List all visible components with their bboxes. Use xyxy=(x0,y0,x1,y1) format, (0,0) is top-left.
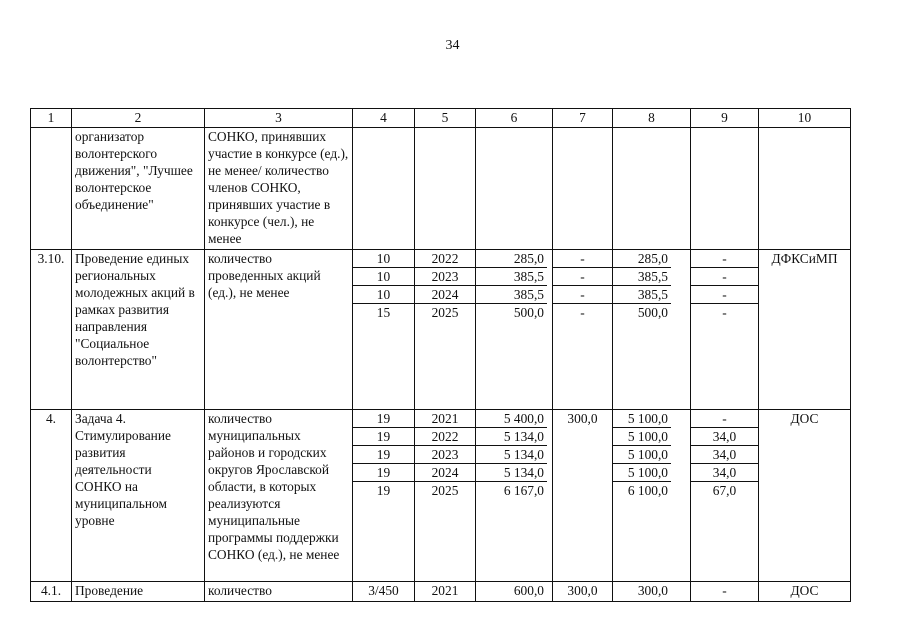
cell-empty xyxy=(691,128,759,250)
cell-col7 xyxy=(553,250,613,410)
cell-col9: - xyxy=(691,582,759,602)
cell-indicator: СОНКО, принявших участие в конкурсе (ед.), не менее/ количество членов СОНКО, принявших участие в конкурсе (чел.), не менее xyxy=(205,128,353,250)
cell-num xyxy=(31,128,72,250)
value: 5 100,0 xyxy=(613,428,671,446)
value: 385,5 xyxy=(476,268,547,286)
cell-name: организатор волонтерского движения", "Лучшее волонтерское объединение" xyxy=(72,128,205,250)
cell-col4 xyxy=(353,410,415,582)
value: 6 100,0 xyxy=(627,483,668,498)
cell-col8: 300,0 xyxy=(613,582,691,602)
value: 19 xyxy=(353,446,414,464)
indicators-table xyxy=(30,108,851,602)
cell-name: Проведение единых региональных молодежных акций в рамках развития направления "Социальное волонтерство" xyxy=(72,250,205,410)
header-cell: 10 xyxy=(759,109,851,128)
value: 5 134,0 xyxy=(476,428,547,446)
cell-empty xyxy=(759,128,851,250)
cell-num: 3.10. xyxy=(31,250,72,410)
cell-col5 xyxy=(415,410,476,582)
value: 2025 xyxy=(431,483,459,498)
cell-col5 xyxy=(415,250,476,410)
value: - xyxy=(691,250,758,268)
header-cell: 4 xyxy=(353,109,415,128)
value: 2023 xyxy=(415,268,475,286)
cell-responsible: ДОС xyxy=(759,410,851,582)
header-row xyxy=(31,109,851,128)
cell-responsible: ДОС xyxy=(759,582,851,602)
cell-col6 xyxy=(476,250,553,410)
value: 2024 xyxy=(415,286,475,304)
value: 67,0 xyxy=(712,483,737,498)
cell-col7: 300,0 xyxy=(553,582,613,602)
cell-col6: 600,0 xyxy=(476,582,553,602)
value: 500,0 xyxy=(513,305,544,320)
cell-indicator: количество проведенных акций (ед.), не менее xyxy=(205,250,353,410)
cell-empty xyxy=(553,128,613,250)
value: 5 100,0 xyxy=(613,464,671,482)
cell-col7 xyxy=(553,410,613,582)
cell-col9 xyxy=(691,250,759,410)
cell-responsible: ДФКСиМП xyxy=(759,250,851,410)
cell-col8 xyxy=(613,410,691,582)
value: 19 xyxy=(353,410,414,428)
value: 2022 xyxy=(415,250,475,268)
table-row-4 xyxy=(31,410,851,582)
value: 6 167,0 xyxy=(503,483,544,498)
value: - xyxy=(691,410,758,428)
value: 19 xyxy=(353,428,414,446)
value: 2025 xyxy=(431,305,459,320)
value: 385,5 xyxy=(613,286,671,304)
table-row-3-10 xyxy=(31,250,851,410)
value: 300,0 xyxy=(567,411,598,426)
value: 5 134,0 xyxy=(476,464,547,482)
cell-col4 xyxy=(353,250,415,410)
value: 2023 xyxy=(415,446,475,464)
value: 10 xyxy=(353,268,414,286)
value: 5 400,0 xyxy=(476,410,547,428)
cell-col9 xyxy=(691,410,759,582)
cell-col5: 2021 xyxy=(415,582,476,602)
table-row-continuation xyxy=(31,128,851,250)
value: 10 xyxy=(353,286,414,304)
value: 19 xyxy=(353,464,414,482)
header-cell: 8 xyxy=(613,109,691,128)
value: 5 100,0 xyxy=(613,446,671,464)
value: 34,0 xyxy=(691,428,758,446)
value: 500,0 xyxy=(637,305,668,320)
page-number: 34 xyxy=(445,38,460,53)
cell-indicator: количество xyxy=(205,582,353,602)
header-cell: 9 xyxy=(691,109,759,128)
value: - xyxy=(691,268,758,286)
cell-num: 4.1. xyxy=(31,582,72,602)
cell-empty xyxy=(613,128,691,250)
cell-col6 xyxy=(476,410,553,582)
value: - xyxy=(691,286,758,304)
cell-indicator: количество муниципальных районов и городских округов Ярославской области, в которых реализуются муниципальные программы поддержки СОНКО (ед.), не менее xyxy=(205,410,353,582)
value: 10 xyxy=(353,250,414,268)
value: - xyxy=(580,305,585,320)
cell-col8 xyxy=(613,250,691,410)
value: 15 xyxy=(376,305,391,320)
value: - xyxy=(553,250,612,268)
value: 285,0 xyxy=(613,250,671,268)
value: 285,0 xyxy=(476,250,547,268)
header-cell: 3 xyxy=(205,109,353,128)
cell-empty xyxy=(476,128,553,250)
cell-empty xyxy=(415,128,476,250)
value: - xyxy=(722,305,727,320)
value: 5 100,0 xyxy=(613,410,671,428)
cell-col4: 3/450 xyxy=(353,582,415,602)
cell-name: Задача 4. Стимулирование развития деятельности СОНКО на муниципальном уровне xyxy=(72,410,205,582)
value: 19 xyxy=(376,483,391,498)
header-cell: 5 xyxy=(415,109,476,128)
value: 385,5 xyxy=(613,268,671,286)
header-cell: 6 xyxy=(476,109,553,128)
value: - xyxy=(553,268,612,286)
value: - xyxy=(553,286,612,304)
header-cell: 1 xyxy=(31,109,72,128)
cell-num: 4. xyxy=(31,410,72,582)
value: 34,0 xyxy=(691,446,758,464)
value: 2022 xyxy=(415,428,475,446)
value: 2021 xyxy=(415,410,475,428)
value: 385,5 xyxy=(476,286,547,304)
value: 34,0 xyxy=(691,464,758,482)
value: 5 134,0 xyxy=(476,446,547,464)
cell-empty xyxy=(353,128,415,250)
value: 2024 xyxy=(415,464,475,482)
header-cell: 7 xyxy=(553,109,613,128)
cell-name: Проведение xyxy=(72,582,205,602)
table-row-4-1 xyxy=(31,582,851,602)
header-cell: 2 xyxy=(72,109,205,128)
